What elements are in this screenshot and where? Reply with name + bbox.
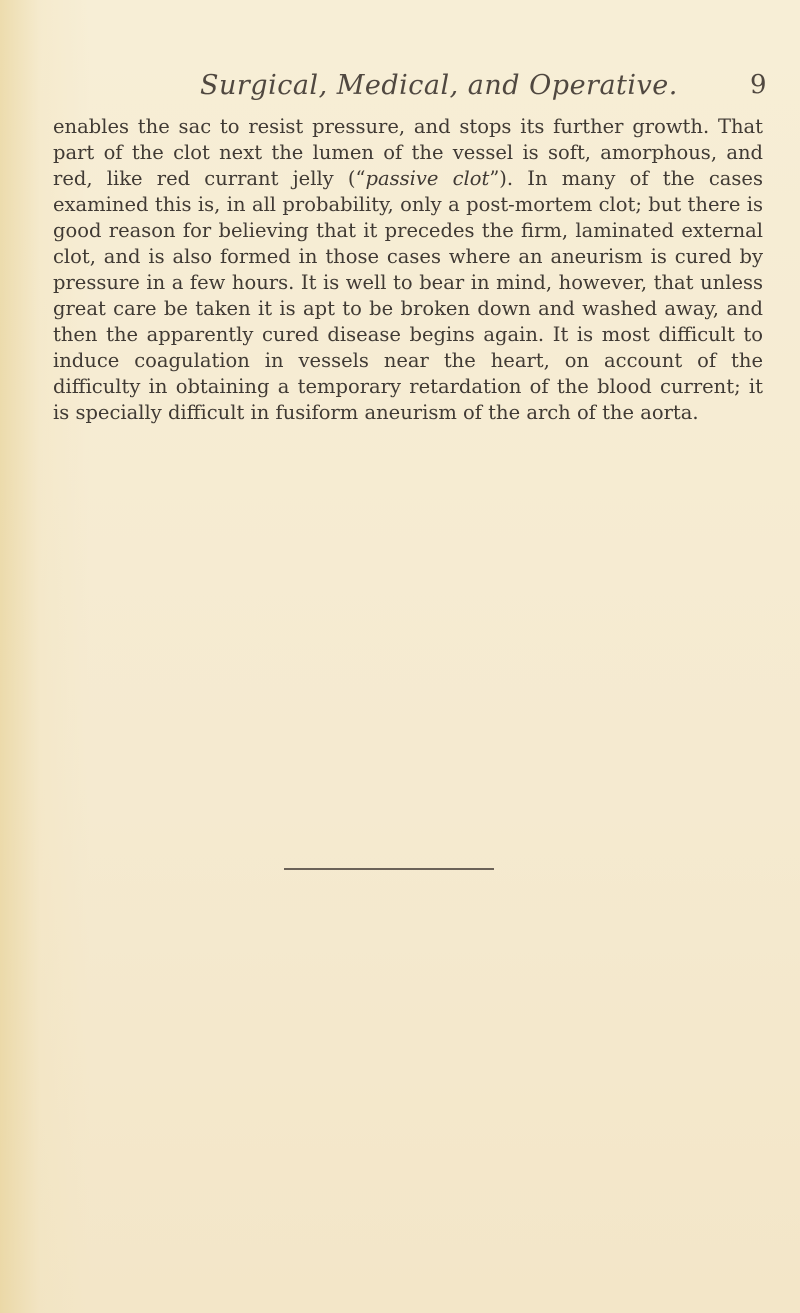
body-paragraph: [53, 114, 763, 426]
running-title: Surgical, Medical, and Operative.: [200, 70, 678, 101]
body-text-segment-1: enables the sac to resist pressure, and stops its further growth. That part of the clot next the lumen of the vessel is soft, amorphous, and red, like red currant jelly (“: [53, 115, 763, 190]
running-head: [0, 70, 800, 110]
body-text-italic-term: passive clot: [365, 167, 490, 190]
page-number: 9: [750, 70, 767, 100]
body-text-segment-3: ”). In many of the cases examined this is, in all probability, only a post-mortem clot; but there is good reason for believing that it precedes the firm, laminated external clot, and is also formed in those cases where an aneurism is cured by pressure in a few hours. It is well to bear in mind, however, that unless great care be taken it is apt to be broken down and washed away, and then the apparently cured disease begins again. It is most difficult to induce coagulation in vessels near the heart, on account of the difficulty in obtaining a temporary retardation of the blood current; it is specially difficult in fusiform aneurism of the arch of the aorta.: [53, 167, 763, 424]
section-divider-rule: [284, 868, 494, 870]
